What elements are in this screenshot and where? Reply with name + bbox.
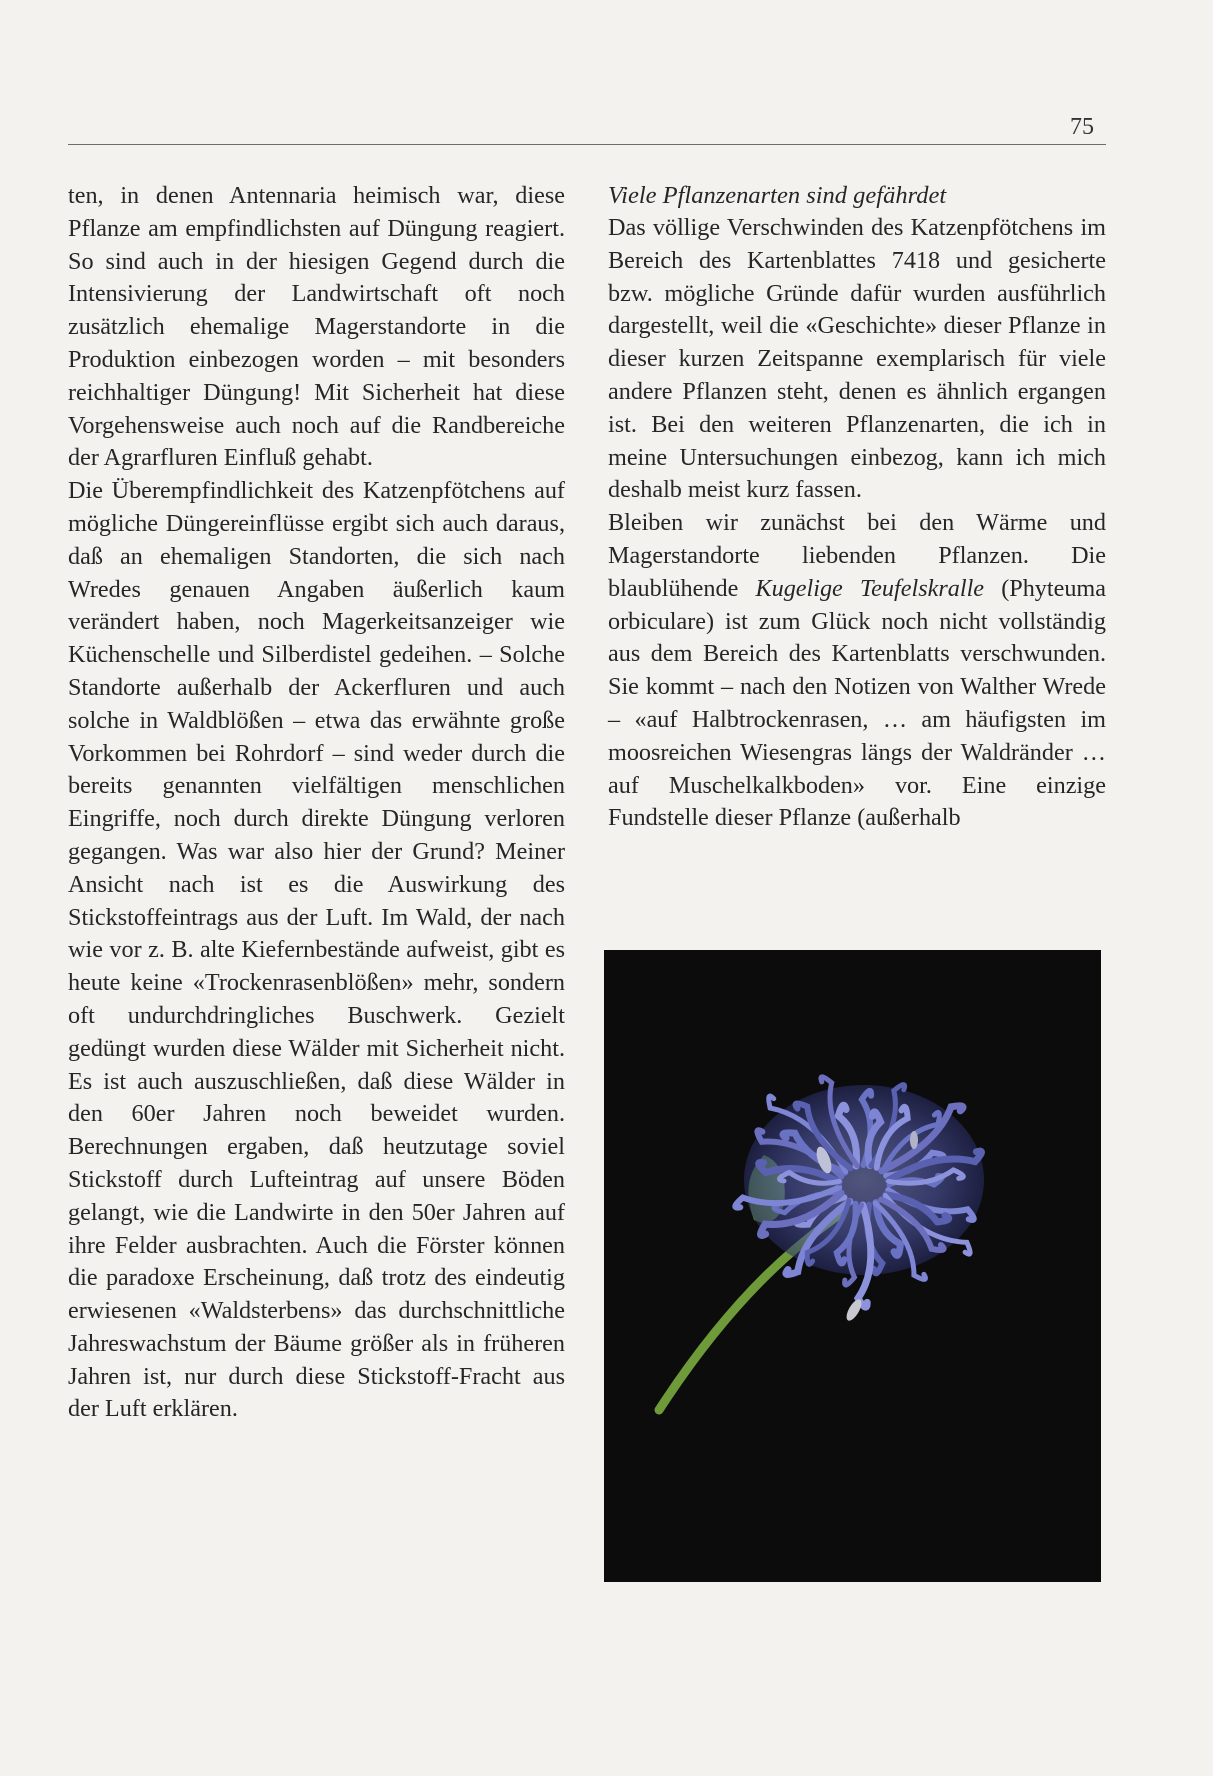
paragraph-2-text-end: (Phyteuma orbiculare) ist zum Glück noch nicht vollständig aus dem Bereich des Kartenblatts verschwunden. Sie kommt – nach den Notizen von Walther Wrede – «auf Halbtrockenrasen, … am häufigsten im moosreichen Wiesengras längs der Waldränder … auf Muschelkalkboden» vor. Eine einzige Fundstelle dieser Pflanze (außerhalb [608, 574, 1106, 832]
left-paragraph-2: Die Überempfindlichkeit des Katzenpfötchens auf mögliche Düngereinflüsse ergibt sich auch daraus, daß an ehemaligen Standorten, die sich nach Wredes genauen Angaben äußerlich kaum verändert haben, noch Magerkeitsanzeiger wie Küchenschelle und Silberdistel gedeihen. – Solche Standorte außerhalb der Ackerfluren und auch solche in Waldblößen – etwa das erwähnte große Vorkommen bei Rohrdorf – sind weder durch die bereits genannten vielfältigen menschlichen Eingriffe, noch durch direkte Düngung verloren gegangen. Was war also hier der Grund? Meiner Ansicht nach ist es die Auswirkung des Stickstoffeintrags aus der Luft. Im Wald, der nach wie vor z. B. alte Kiefernbestände aufweist, gibt es heute keine «Trockenrasenblößen» mehr, sondern oft undurchdringliches Buschwerk. Gezielt gedüngt wurden diese Wälder mit Sicherheit nicht. Es ist auch auszuschließen, daß diese Wälder in den 60er Jahren noch beweidet wurden. Berechnungen ergaben, daß heutzutage soviel Stickstoff durch Lufteintrag auf unsere Böden gelangt, wie die Landwirte in den 50er Jahren auf ihre Felder ausbrachten. Auch die Förster können die paradoxe Erscheinung, daß trotz des eindeutig erwiesenen «Waldsterbens» das durchschnittliche Jahreswachstum der Bäume größer als in früheren Jahren ist, nur durch diese Stickstoff-Fracht aus der Luft erklären. [68, 477, 565, 1423]
phyteuma-flower-image [604, 950, 1101, 1582]
flower-photo [604, 950, 1101, 1582]
header-rule [68, 144, 1106, 145]
page-number: 75 [1070, 114, 1094, 140]
paragraph-2-text-start: Bleiben wir zunächst bei den Wärme und Magerstandorte liebenden Pflanzen. Die blaublühende [608, 509, 1106, 602]
species-name: Kugelige Teufelskralle [755, 574, 985, 602]
section-heading: Viele Pflanzenarten sind gefährdet [608, 182, 947, 209]
left-column [68, 180, 565, 1426]
right-column [608, 180, 1106, 835]
left-paragraph-1: ten, in denen Antennaria heimisch war, diese Pflanze am empfindlichsten auf Düngung reagiert. So sind auch in der hiesigen Gegend durch die Intensivierung der Landwirtschaft oft noch zusätzlich ehemalige Magerstandorte in die Produktion einbezogen worden – mit besonders reichhaltiger Düngung! Mit Sicherheit hat diese Vorgehensweise auch noch auf die Randbereiche der Agrarfluren Einfluß gehabt. [68, 182, 565, 472]
right-paragraph-1: Das völlige Verschwinden des Katzenpfötchens im Bereich des Kartenblattes 7418 und gesicherte bzw. mögliche Gründe dafür wurden ausführlich dargestellt, weil die «Geschichte» dieser Pflanze in dieser kurzen Zeitspanne exemplarisch für viele andere Pflanzen steht, denen es ähnlich ergangen ist. Bei den weiteren Pflanzenarten, die ich in meine Untersuchungen einbezog, kann ich mich deshalb meist kurz fassen. [608, 214, 1106, 504]
right-paragraph-2 [608, 507, 1106, 835]
